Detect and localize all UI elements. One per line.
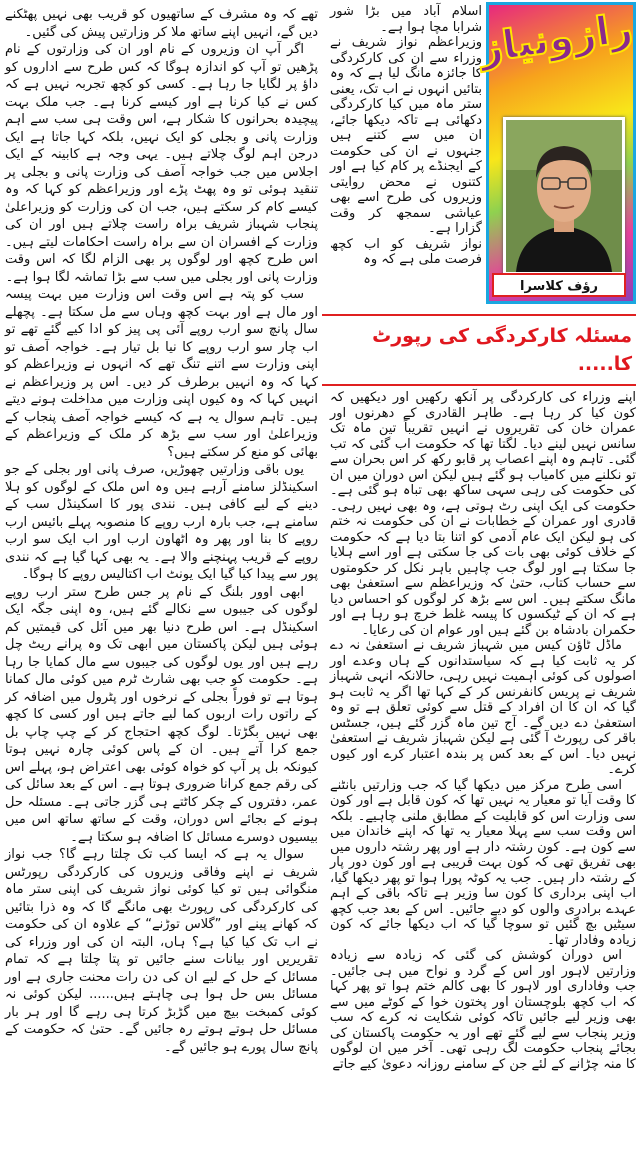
column-logo: رازونیاز xyxy=(476,5,636,73)
left-column xyxy=(5,6,318,1056)
right-top-section xyxy=(322,2,636,304)
paragraph: نواز شریف کو اب کچھ فرصت ملی ہے کہ وہ xyxy=(330,236,482,267)
paragraph: اسی طرح مرکز میں دیکھا گیا کہ جب وزارتیں بانٹنے کا وقت آیا تو معیار یہ نہیں تھا کہ کون قابل ہے اور کون سی وزارت اس کو قابلیت کے مطابق ملنی چاہیے۔ بلکہ اس وقت سب سے پہلا معیار یہ تھا کہ اپنے خاندان میں سے کون ہے۔ کون رشتہ دار ہے اور پھر رشتہ داروں میں بھی تفریق تھی کہ کون بہت قریبی ہے اور کون دور پار کے رشتہ دار ہیں۔ جب یہ کوٹہ پورا ہوا تو پھر دیکھا گیا، اب اپنی برداری کا کون سا وزیر ہے تاکہ باقی کے اہم عہدے برادری والوں کو دیے جائیں۔ اس کے بعد جب کچھ سیٹیں بچ گئیں تو سوچا گیا کہ اب دیکھا جائے کہ کون زیادہ وفادار تھا۔ xyxy=(330,777,636,948)
paragraph: ابھی اوور بلنگ کے نام پر جس طرح ستر ارب روپے لوگوں کی جیبوں سے نکالے گئے ہیں، وہ اپنی جگہ ایک اسکینڈل ہے۔ اس طرح دنیا بھر میں آئل کی قیمتیں کم ہوئی ہیں لیکن پاکستان میں ابھی تک وہ پرانے ریٹ چل رہے ہیں اور یوں لوگوں کی جیبوں سے مال کمایا جا رہا ہے۔ حکومت کو جب بھی شارٹ ٹرم میں کوئی مال کمانا ہوتا ہے تو فوراً بجلی کے نرخوں اور پٹرول میں اضافہ کر کے راتوں رات اربوں کما لیے جاتے ہیں اور کسی کا کچھ بھی نہیں بگڑتا۔ لوگ کچھ احتجاج کر کے چپ چاپ بل جمع کرا آتے ہیں۔ ان کے پاس کوئی چارہ نہیں ہوتا کیونکہ بل پر آپ کو خواہ کوئی بھی اعتراض ہو، پہلے اس کی رقم جمع کرانا ضروری ہوتا ہے۔ اس کے بعد سائل کی عمر، دفتروں کے چکر کاٹتے ہی گزر جاتی ہے۔ مسئلہ حل ہونے کے بجائے اس دوران، وقت کے ساتھ ساتھ اس میں بیسیوں دوسرے مسائل کا اضافہ ہو سکتا ہے۔ xyxy=(5,584,318,845)
right-top-column xyxy=(322,2,486,268)
paragraph: اپنے وزراء کی کارکردگی پر آنکھ رکھیں اور دیکھیں کہ کون کیا کر رہا ہے۔ طاہر القادری کے دھرنوں اور عمران خان کی تقریروں نے انہیں تقریباً تین ماہ تک سانس نہیں لینے دیا۔ لگتا تھا کہ حکومت اب گئی کہ تب گئی۔ تاہم وہ اپنے اعصاب پر قابو رکھ کر اس بحران سے تو نکلنے میں کامیاب ہو گئے ہیں لیکن اس دوران میں ان کی حکومت کی رہی سہی ساکھ بھی تباہ ہو گئی ہے۔ حکومت کی ایک اپنی رٹ ہوتی ہے، وہ بھی نہیں رہی۔ قادری اور عمران کے خطابات نے ان کی حکومت نہ ختم کی ہو لیکن ایک عام آدمی کو اتنا بتا دیا ہے کہ حکومت کے خلاف کوئی بھی بات کی جا سکتی ہے اور اسے ہلایا جا سکتا ہے اور لوگ جب چاہیں باہر نکل کر حکومتوں سے حساب کتاب، حتیٰ کہ وزیراعظم سے استعفیٰ بھی مانگ سکتے ہیں۔ اس سے بڑھ کر لوگوں کو احساس دیا ہے کہ ان کے ٹیکسوں کا پیسہ غلط خرچ ہو رہا ہے اور حکمران بادشاہ بن گئے ہیں اور عوام ان کی رعایا۔ xyxy=(330,390,636,638)
paragraph: یوں باقی وزارتیں چھوڑیں، صرف پانی اور بجلی کے جو اسکینڈلز سامنے آرہے ہیں وہ اس ملک کے لوگوں کو ہلا دینے کے لیے کافی ہیں۔ نندی پور کا اسکینڈل سب کے سامنے ہے، جب بارہ ارب روپے کا منصوبہ پہلے بائیس ارب روپے کا بنا اور پھر وہ اٹھاون ارب اور اب ایک سو ارب روپے کے قریب پہنچنے والا ہے۔ یہ بھی کہا گیا ہے کہ نندی پور سے پیدا کیا گیا ایک یونٹ اب اکتالیس روپے کا ہوگا۔ xyxy=(5,462,318,582)
author-name: رؤف کلاسرا xyxy=(492,273,626,297)
paragraph: اس دوران کوشش کی گئی کہ زیادہ سے زیادہ وزارتیں لاہور اور اس کے گرد و نواح میں ہی جائیں۔ جب وفاداری اور لاہور کا بھی کالم ختم ہوا تو پھر کہا کہ اب کچھ بلوچستان اور پختون خوا کے کوٹے میں سے بھی وزیر لیے جائیں تاکہ کوئی شکایت نہ کرے کہ سب وزیر پنجاب سے لیے گئے تھے اور یہ حکومت پاکستان کی بجائے پنجاب حکومت لگ رہی تھی۔ آخر میں ان لوگوں کا منہ چڑانے کے لئے جن کے سامنے روزانہ دعویٰ کیے جاتے xyxy=(330,948,636,1072)
paragraph: وزیراعظم نواز شریف نے وزراء سے ان کی کارکردگی کا جائزہ مانگ لیا ہے کہ وہ بتائیں انہوں نے اب تک، یعنی ستر ماہ میں کیا کارکردگی دکھائی ہے تاکہ دیکھا جائے، ان میں سے کتنے ہیں جنہوں نے ان کی حکومت کے ایجنڈے پر کام کیا ہے اور کتنوں نے محض روایتی وزیروں کی طرح اسے بھی عیاشی سمجھ کر وقت گزارا ہے۔ xyxy=(330,35,482,236)
paragraph: اسلام آباد میں بڑا شور شرابا مچا ہوا ہے۔ xyxy=(330,4,482,35)
paragraph: اگر آپ ان وزیروں کے نام اور ان کی وزارتوں کے نام پڑھیں تو آپ کو اندازہ ہوگا کہ کس طرح سے اداروں کو داؤ پر لگایا جا رہا ہے۔ کسی کو کچھ تجربہ نہیں ہے کہ کس نے کیا کرنا ہے اور کیسے کرنا ہے۔ جب ملک بہت پیچیدہ بحرانوں کا شکار ہے، اس وقت ہی سب سے اہم وزارت پانی و بجلی کو ایک نہیں، بلکہ کہا جاتا ہے ایک درجن اہم لوگ چلاتے ہیں۔ یہی وجہ ہے کابینہ کے ایک اجلاس میں جب خواجہ آصف کی وزارت پانی و بجلی پر تنقید ہوئی تو وہ پھٹ پڑے اور وزیراعظم کو کہا کہ وہ کیسے کام کر سکتے ہیں، جب ان کی وزارت کو وزیراعلیٰ پنجاب شہباز شریف براہ راست چلاتے ہیں اور ان کی وزارت کے افسران ان سے براہ راست احکامات لیتے ہیں۔ اس طرح کچھ اور لوگوں پر بھی الزام لگا کہ اس وقت وزارت پانی اور بجلی میں سب سے بڑا تماشہ لگا ہوا ہے۔ xyxy=(5,42,318,285)
paragraph: سوال یہ ہے کہ ایسا کب تک چلتا رہے گا؟ جب نواز شریف نے اپنے وفاقی وزیروں کی کارکردگی رپورٹس منگوائی ہیں تو کیا کوئی نواز شریف کی اپنی ستر ماہ کی کارکردگی کی رپورٹ بھی مانگے گا کہ وہ ذرا بتائیں کہ کھانے پینے اور ”گلاس توڑنے“ کے علاوہ ان کی حکومت نے اب تک کیا کیا ہے؟ ہاں، البتہ ان کی اور وزراء کی تقریریں اور بیانات سنے جائیں تو پتا چلتا ہے کہ تمام مسائل کے حل کے لیے ان کی دن رات محنت جاری ہے اور مسائل بس حل ہوا ہی چاہتے ہیں...... لیکن کوئی نہ کوئی کمبخت بیچ میں گڑبڑ کرتا ہی رہے گا اور ہر بار مسائل حل ہوتے ہوتے رہ جائیں گے۔ حتیٰ کہ حکومت کے پانچ سال پورے ہو جائیں گے۔ xyxy=(5,847,318,1055)
column-masthead xyxy=(476,2,636,304)
author-portrait-icon xyxy=(506,120,622,272)
right-column xyxy=(322,2,636,1072)
headline: مسئلہ کارکردگی کی رپورٹ کا..... xyxy=(372,325,632,375)
right-bottom-column xyxy=(322,386,636,1072)
author-photo xyxy=(503,117,625,275)
paragraph: تھے کہ وہ مشرف کے ساتھیوں کو قریب بھی نہیں پھٹکنے دیں گے، انہیں اپنے ساتھ ملا کر وزارتیں پیش کی گئیں۔ xyxy=(5,7,318,40)
headline-banner xyxy=(322,314,636,386)
paragraph: سب کو پتہ ہے اس وقت اس وزارت میں بہت پیسہ اور مال ہے اور بہت کچھ وہاں سے مل سکتا ہے۔ پچھلے سال پانچ سو ارب روپے آئی پی پیز کو ادا کیے گئے تھے تو اب چار سو ارب روپے کا نیا بل تیار ہے۔ خواجہ آصف تو اپنی وزارت سے اتنے تنگ تھے کہ انہوں نے وزیراعظم کو کہا کہ وہ انہیں برطرف کر دیں۔ اس پر وزیراعظم نے انہیں کہا کہ وہ کیوں اپنی وزارت میں مداخلت ہونے دیتے ہیں۔ تاہم سوال یہ ہے کہ کیسے خواجہ آصف پنجاب کے وزیراعلیٰ اور سب سے بڑھ کر ملک کے وزیراعظم کے بھائی کو منع کر سکتے ہیں؟ xyxy=(5,287,318,460)
paragraph: ماڈل ٹاؤن کیس میں شہباز شریف نے استعفیٰ نہ دے کر یہ ثابت کیا ہے کہ سیاستدانوں کے ہاں وعدے اور اصولوں کی کوئی اہمیت نہیں رہی، حالانکہ انہی شہباز شریف نے پریس کانفرنس کر کے کہا تھا اگر یہ ثابت ہو گیا کہ ان کا ان افراد کے قتل سے کوئی تعلق ہے تو وہ استعفیٰ دے دیں گے۔ آج تین ماہ گزر گئے ہیں، جسٹس باقر کی رپورٹ آ گئی ہے لیکن شہباز شریف نے استعفیٰ نہیں دیا۔ اس کے بعد کس پر بندہ اعتبار کرے اور کیوں کرے۔ xyxy=(330,638,636,777)
